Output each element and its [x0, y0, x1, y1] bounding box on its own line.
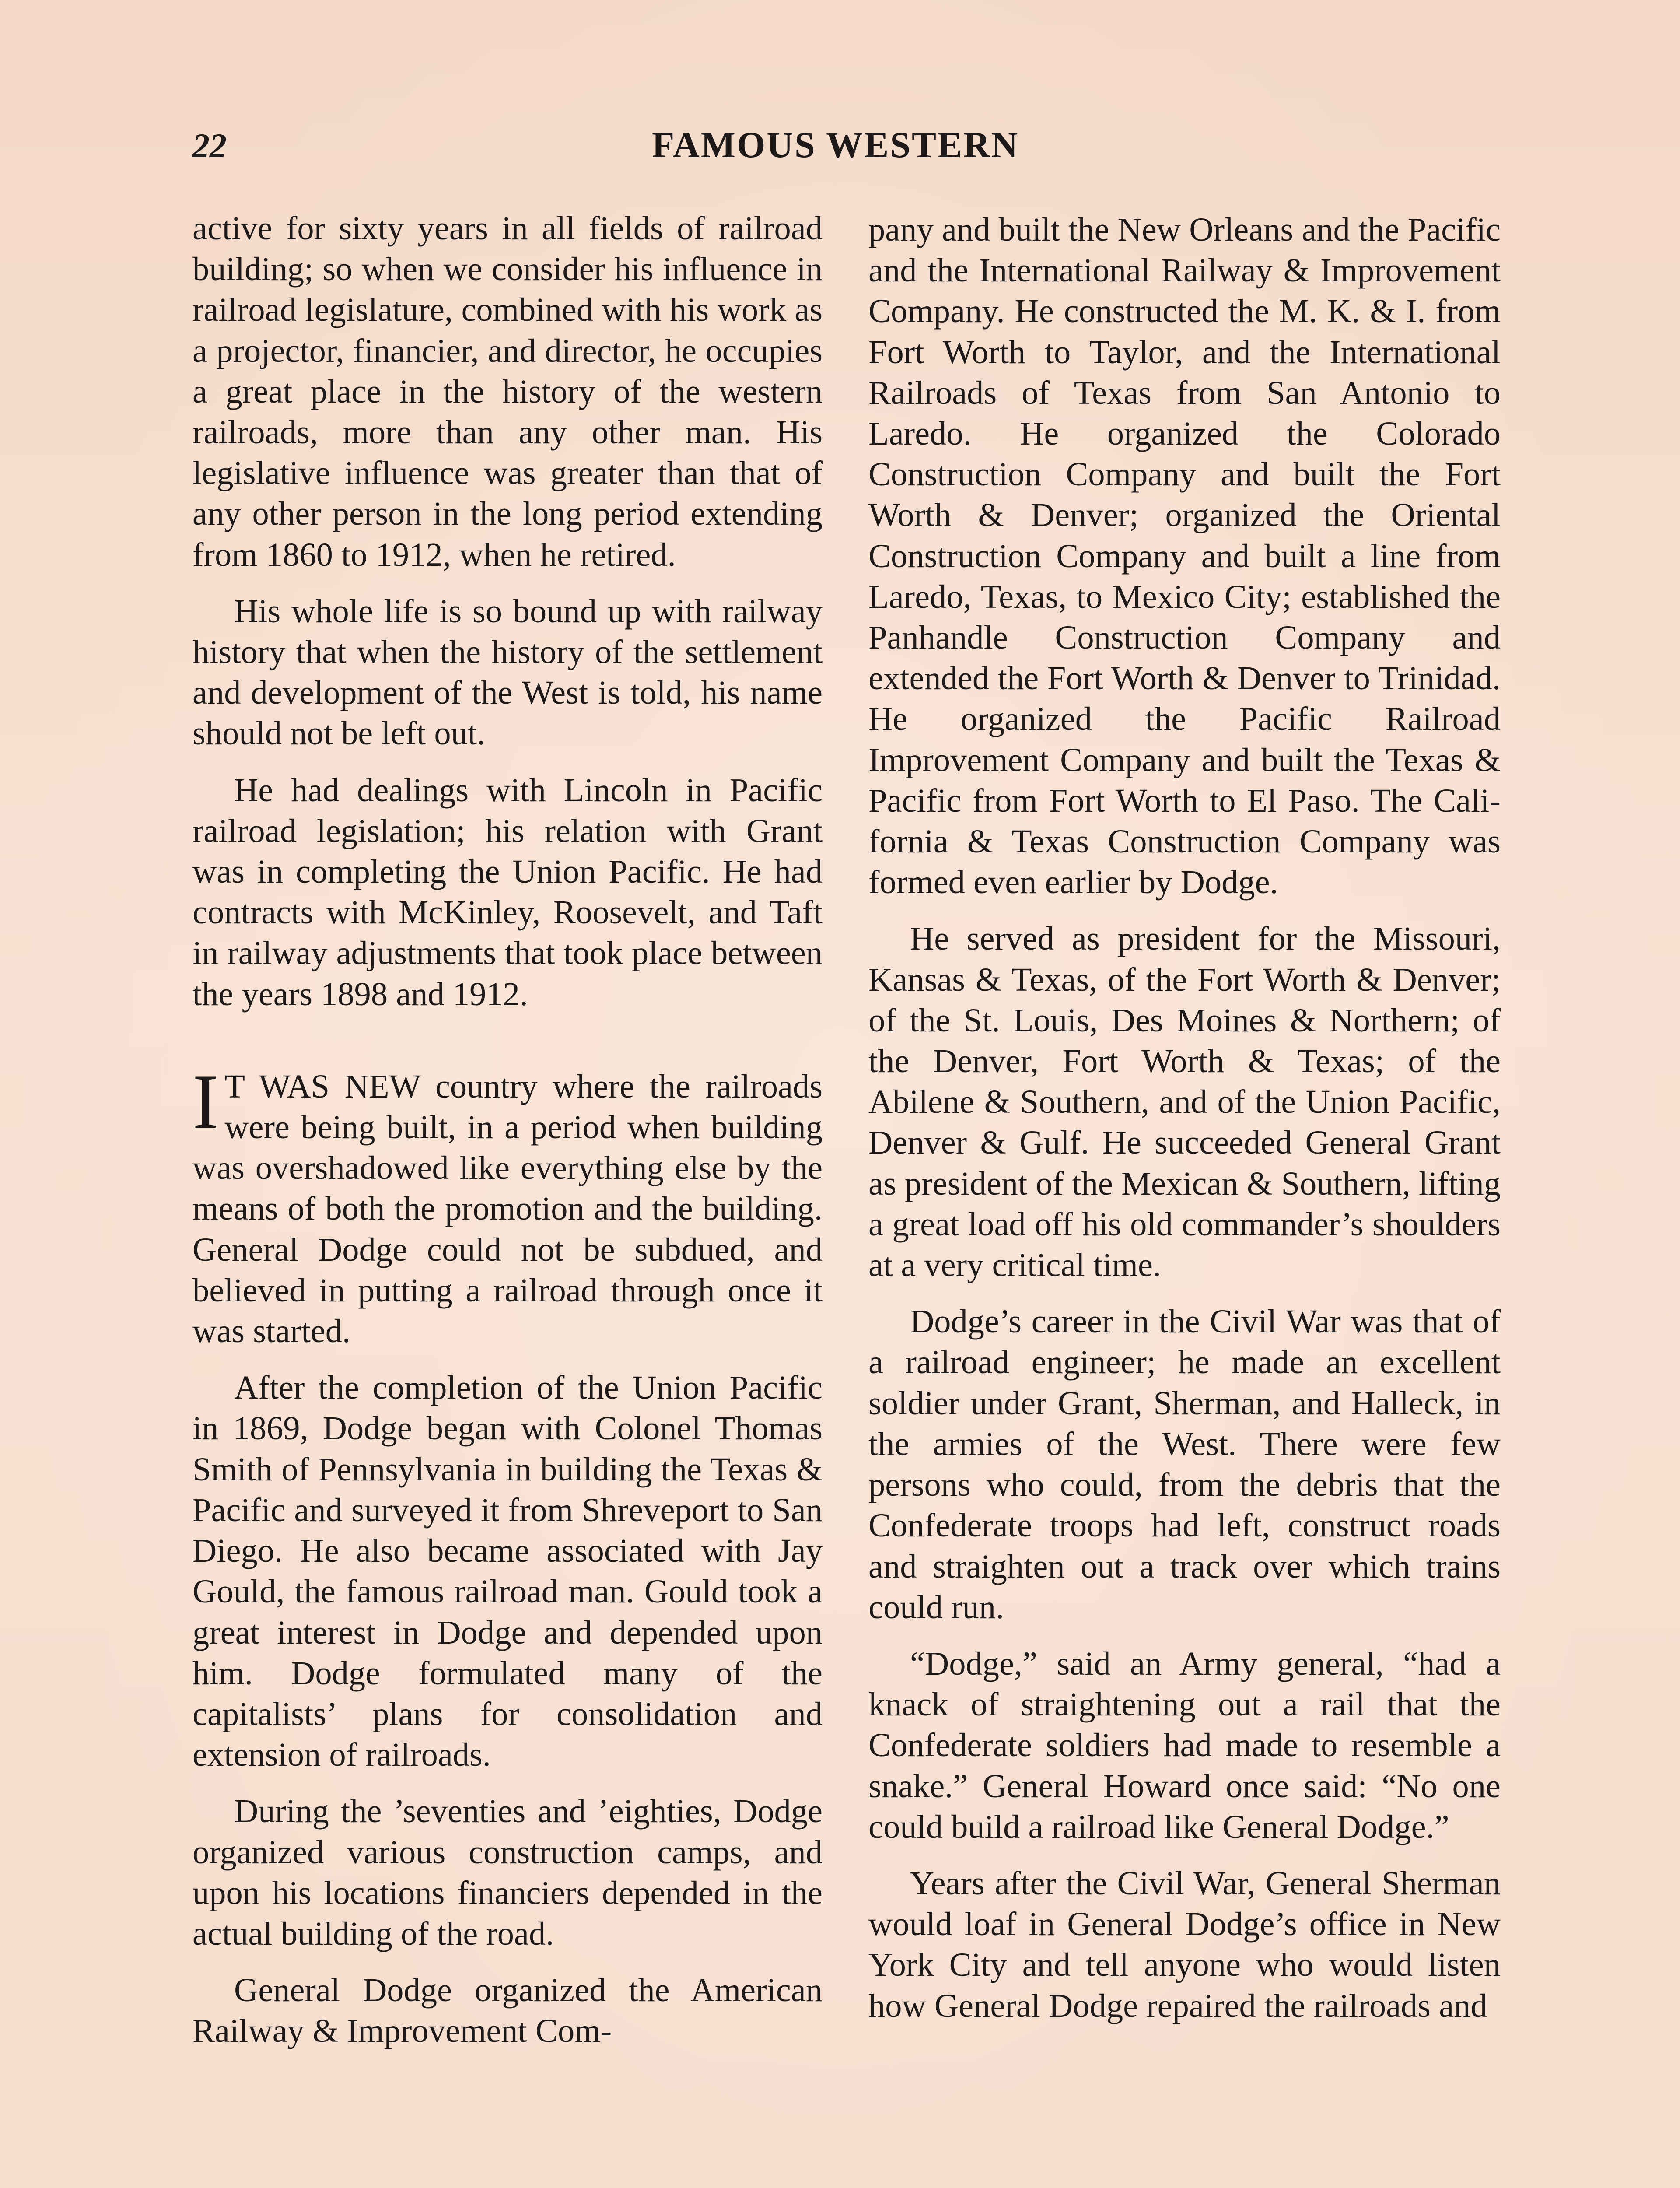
page-number: 22 [192, 126, 227, 165]
drop-cap: I [192, 1058, 219, 1145]
page-header [192, 118, 1505, 171]
paragraph: Years after the Civil War, General Sherman would loaf in General Dodge’s office in New York City and tell anyone who would listen how General Dodge repaired the railroads and [868, 1864, 1501, 2024]
paragraph: After the completion of the Union Pacific in 1869, Dodge began with Colonel Thomas Smith of Pennsylvania in building the Texas & Pacific and surveyed it from Shreveport to San Diego. He also became associated with Jay Gould, the famous railroad man. Gould took a great interest in Dodge and depended upon him. Dodge formulated many of the capitalists’ plans for consolidation and extension of railroads. [192, 1369, 822, 1774]
paragraph: pany and built the New Orleans and the Pacific and the International Railway & Improvement Company. He constructed the M. K. & I. from Fort Worth to Taylor, and the International Railroads of Texas from San Antonio to Laredo. He organized the Colorado Construction Company and built the Fort Worth & Denver; organized the Oriental Construction Company and built a line from Laredo, Texas, to Mexico City; established the Panhandle Construction Company and extended the Fort Worth & Denver to Trinidad. He organized the Pacific Railroad Improvement Company and built the Texas & Pacific from Fort Worth to El Paso. The California & Texas Construction Company was formed even earlier by Dodge. [868, 211, 1501, 901]
paragraph-text: T WAS NEW country where the railroads were being built, in a period when building was overshadowed like everything else by the means of both the promotion and the building. General Dodge could not be subdued, and believed in putting a railroad through once it was started. [192, 1067, 822, 1350]
paragraph: Dodge’s career in the Civil War was that of a railroad engineer; he made an excellent soldier under Grant, Sherman, and Halleck, in the armies of the West. There were few persons who could, from the debris that the Confederate troops had left, construct roads and straighten out a track over which trains could run. [868, 1303, 1501, 1626]
paragraph: General Dodge organized the American Railway & Improvement Com- [192, 1971, 822, 2050]
right-column [868, 209, 1501, 2042]
section-paragraph [192, 1058, 822, 1351]
left-column [192, 208, 822, 2067]
paragraph: During the ’seventies and ’eighties, Dodge organized various construction camps, and upon his locations financiers depended in the actual building of the road. [192, 1792, 822, 1952]
paragraph: His whole life is so bound up with railway history that when the history of the settlement and development of the West is told, his name should not be left out. [192, 592, 822, 752]
paragraph: He served as president for the Missouri, Kansas & Texas, of the Fort Worth & Denver; of the St. Louis, Des Moines & Northern; of the Denver, Fort Worth & Texas; of the Abilene & Southern, and of the Union Pacific, Denver & Gulf. He succeeded General Grant as president of the Mexican & Southern, lifting a great load off his old commander’s shoulders at a very critical time. [868, 920, 1501, 1284]
paragraph: “Dodge,” said an Army general, “had a knack of straightening out a rail that the Confederate soldiers had made to resemble a snake.” General Howard once said: “No one could build a railroad like General Dodge.” [868, 1645, 1501, 1845]
magazine-title: FAMOUS WESTERN [652, 125, 1019, 165]
paragraph: He had dealings with Lincoln in Pacific railroad legislation; his relation with Grant was in completing the Union Pacific. He had contracts with McKinley, Roosevelt, and Taft in railway adjustments that took place between the years 1898 and 1912. [192, 771, 822, 1013]
paragraph: active for sixty years in all fields of railroad building; so when we consider his influence in railroad legislature, combined with his work as a projector, financier, and director, he occupies a great place in the history of the western railroads, more than any other man. His legislative influence was greater than that of any other person in the long period extending from 1860 to 1912, when he retired. [192, 210, 822, 573]
